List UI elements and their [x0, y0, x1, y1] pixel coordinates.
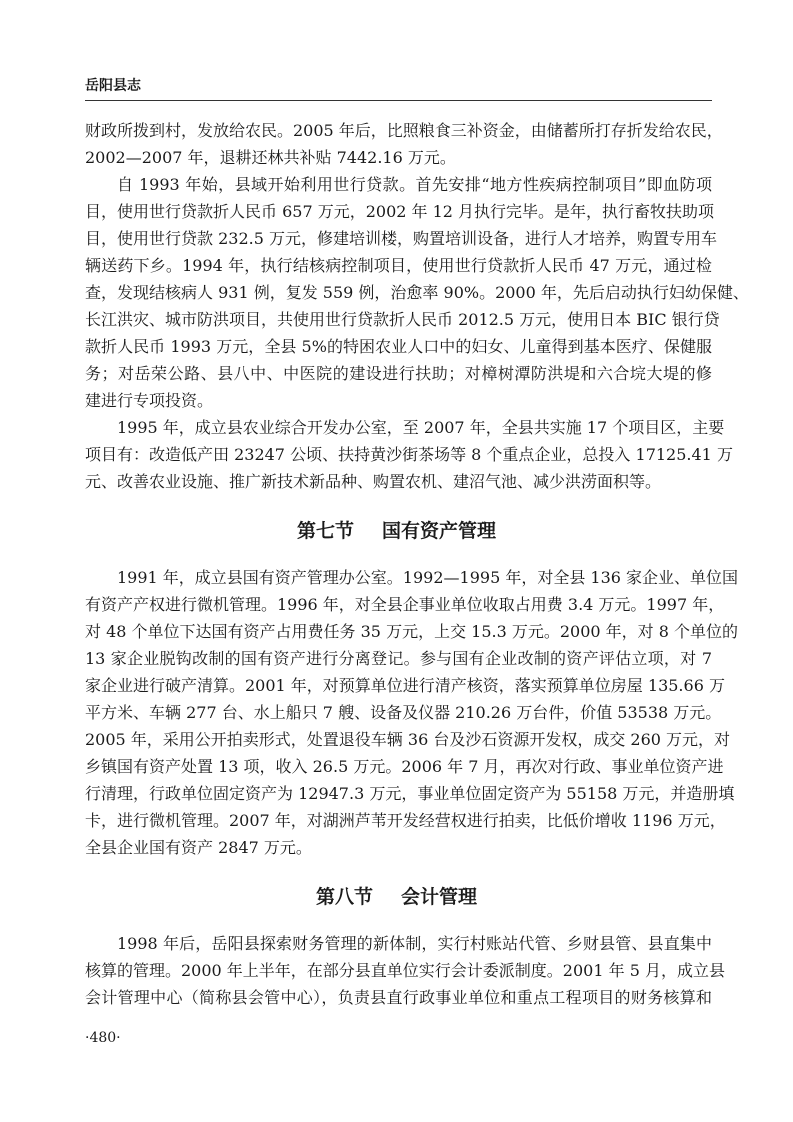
section-number: 第八节: [315, 886, 373, 908]
text-line: 款折人民币 1993 万元，全县 5%的特困农业人口中的妇女、儿童得到基本医疗、保健服: [85, 337, 712, 356]
text-line: 财政所拨到村，发放给农民。2005 年后，比照粮食三补资金，由储蓄所打存折发给农民，: [85, 121, 723, 140]
section-heading-7: [0, 516, 793, 543]
text-line: 13 家企业脱钩改制的国有资产进行分离登记。参与国有企业改制的资产评估立项，对 7: [85, 649, 712, 668]
text-line: 会计管理中心（简称县会管中心），负责县直行政事业单位和重点工程项目的财务核算和: [85, 988, 712, 1007]
page-number: ·480·: [85, 1030, 121, 1046]
text-line: 建进行专项投资。: [85, 391, 214, 410]
text-line: 2002—2007 年，退耕还林共补贴 7442.16 万元。: [85, 148, 456, 167]
text-line: 核算的管理。2000 年上半年，在部分县直单位实行会计委派制度。2001 年 5 月，成立县: [85, 961, 725, 980]
text-line: 目，使用世行贷款 232.5 万元，修建培训楼，购置培训设备，进行人才培养，购置专用车: [85, 229, 717, 248]
text-line: 乡镇国有资产处置 13 项，收入 26.5 万元。2006 年 7 月，再次对行政、事业单位资产进: [85, 757, 724, 776]
text-line: 自 1993 年始，县域开始利用世行贷款。首先安排“地方性疾病控制项目”即血防项: [117, 175, 712, 194]
text-line: 项目有：改造低产田 23247 公顷、扶持黄沙街茶场等 8 个重点企业，总投入 17125.41 万: [85, 445, 733, 464]
section-title: 会计管理: [401, 886, 478, 908]
text-line: 全县企业国有资产 2847 万元。: [85, 838, 312, 857]
text-line: 1995 年，成立县农业综合开发办公室，至 2007 年，全县共实施 17 个项目区，主要: [117, 418, 725, 437]
text-line: 1998 年后，岳阳县探索财务管理的新体制，实行村账站代管、乡财县管、县直集中: [117, 934, 712, 953]
text-line: 行清理，行政单位固定资产为 12947.3 万元，事业单位固定资产为 55158 万元，并造册填: [85, 784, 735, 803]
text-line: 元、改善农业设施、推广新技术新品种、购置农机、建沼气池、减少洪涝面积等。: [85, 472, 662, 491]
header-rule: [85, 100, 712, 101]
text-line: 1991 年，成立县国有资产管理办公室。1992—1995 年，对全县 136 家企业、单位国: [117, 568, 739, 587]
section-number: 第七节: [296, 520, 354, 542]
paragraph: [85, 564, 739, 861]
text-line: 对 48 个单位下达国有资产占用费任务 35 万元，上交 15.3 万元。2000 年，对 8 个单位的: [85, 622, 739, 641]
text-line: 平方米、车辆 277 台、水上船只 7 艘、设备及仪器 210.26 万台件，价值 53538 万元。: [85, 703, 722, 722]
running-head-title: 岳阳县志: [85, 78, 141, 94]
text-line: 务；对岳荣公路、县八中、中医院的建设进行扶助；对樟树潭防洪堤和六合垸大堤的修: [85, 364, 712, 383]
text-line: 2005 年，采用公开拍卖形式，处置退役车辆 36 台及沙石资源开发权，成交 260 万元，对: [85, 730, 731, 749]
paragraph: [85, 414, 733, 495]
paragraph: [85, 930, 725, 1011]
section-body: [85, 117, 749, 495]
text-line: 辆送药下乡。1994 年，执行结核病控制项目，使用世行贷款折人民币 47 万元，通过检: [85, 256, 712, 275]
text-line: 查，发现结核病人 931 例，复发 559 例，治愈率 90%。2000 年，先后启动执行妇幼保健、: [85, 283, 749, 302]
text-line: 有资产产权进行微机管理。1996 年，对全县企事业单位收取占用费 3.4 万元。1997 年，: [85, 595, 725, 614]
paragraph: [85, 171, 749, 414]
text-line: 家企业进行破产清算。2001 年，对预算单位进行清产核资，落实预算单位房屋 135.66 万: [85, 676, 725, 695]
paragraph: [85, 117, 723, 171]
section-title: 国有资产管理: [382, 520, 497, 542]
text-line: 目，使用世行贷款折人民币 657 万元，2002 年 12 月执行完毕。是年，执行畜牧扶助项: [85, 202, 715, 221]
text-line: 卡，进行微机管理。2007 年，对湖洲芦苇开发经营权进行拍卖，比低价增收 1196 万元，: [85, 811, 726, 830]
section-heading-8: [0, 882, 793, 909]
section-body: [85, 930, 725, 1011]
text-line: 长江洪灾、城市防洪项目，共使用世行贷款折人民币 2012.5 万元，使用日本 BIC 银行贷: [85, 310, 720, 329]
section-body: [85, 564, 739, 861]
